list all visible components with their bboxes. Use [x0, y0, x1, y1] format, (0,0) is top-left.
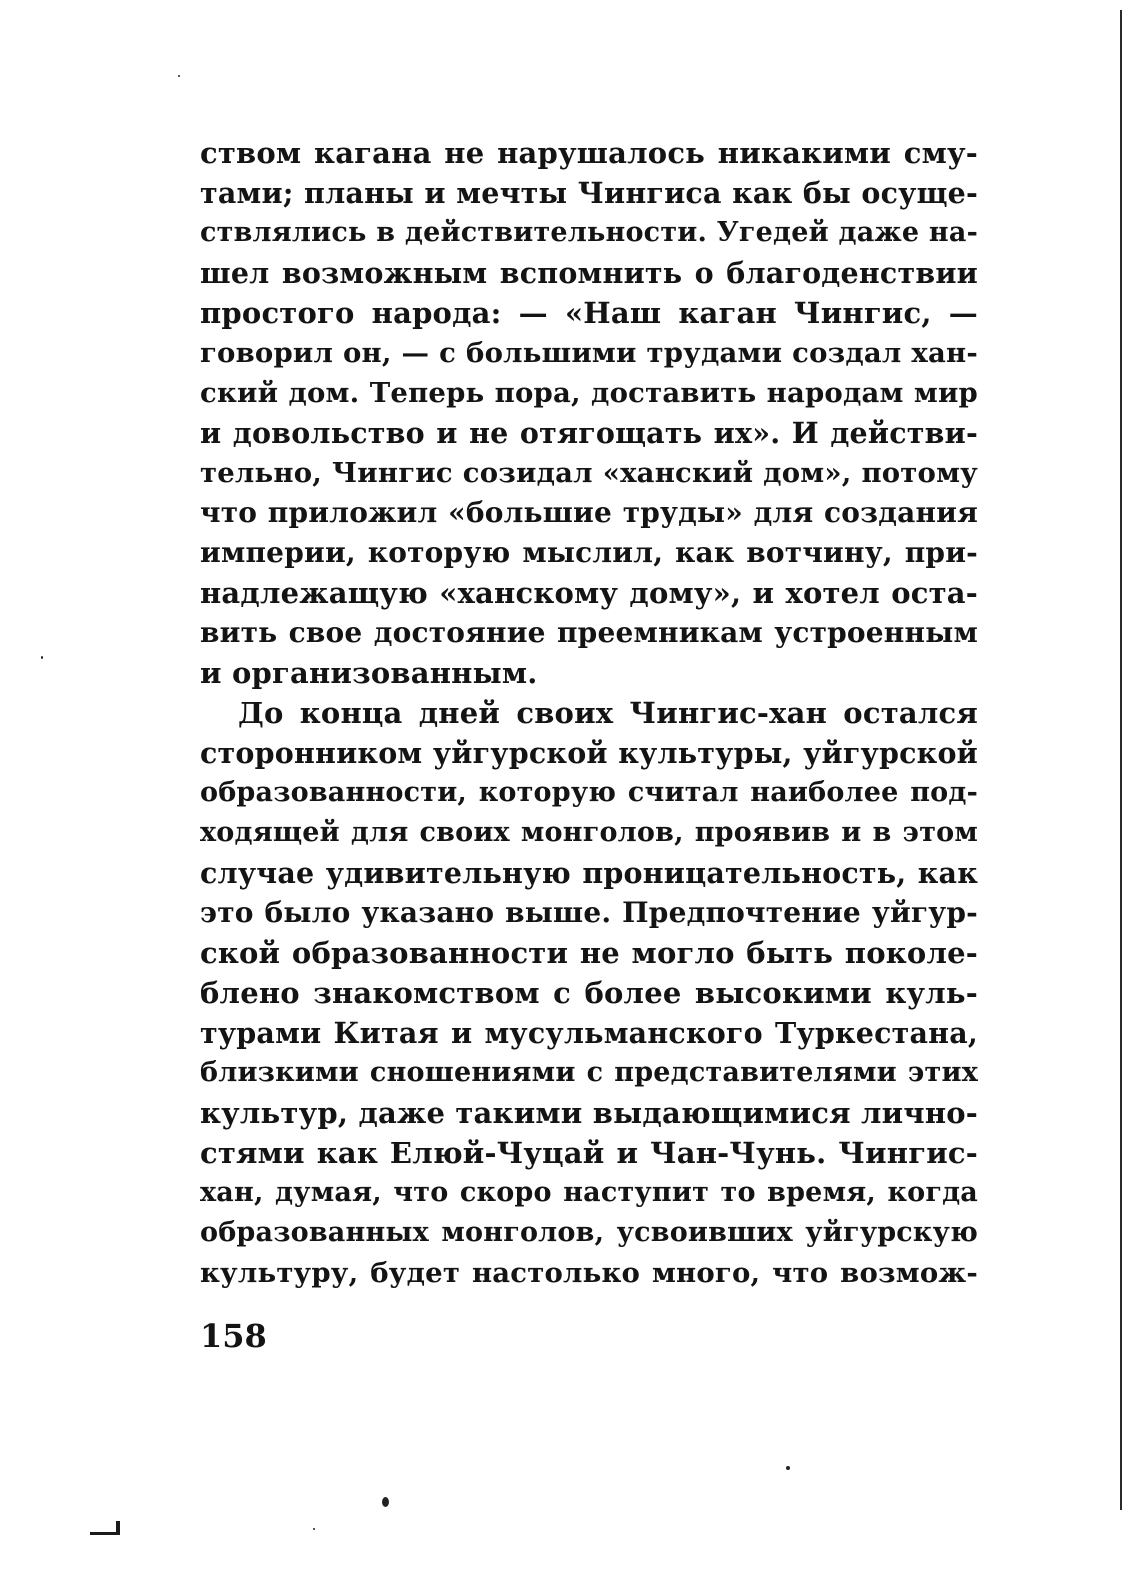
- scan-edge-mark: [90, 1532, 118, 1535]
- text-line: стями как Елюй-Чуцай и Чан-Чунь. Чингис-: [200, 1136, 978, 1170]
- text-line: ходящей для своих монголов, проявив и в этом: [200, 817, 978, 848]
- scan-edge-mark: [116, 1521, 120, 1535]
- text-line: ством кагана не нарушалось никакими сму-: [200, 136, 978, 170]
- text-line: и организованным.: [200, 656, 538, 690]
- text-line: империи, которую мыслил, как вотчину, при-: [200, 536, 978, 569]
- text-line: что приложил «большие труды» для создания: [200, 496, 978, 529]
- text-line: ствлялись в действительности. Угедей даже на-: [200, 217, 978, 248]
- scan-speck: [313, 1528, 315, 1530]
- text-line: блено знакомством с более высокими куль-: [200, 976, 978, 1010]
- text-line: образованности, которую считал наиболее под-: [200, 777, 978, 808]
- text-line: сторонником уйгурской культуры, уйгурской: [200, 736, 978, 770]
- text-line: это было указано выше. Предпочтение уйгур-: [200, 896, 978, 929]
- page-number: 158: [200, 1317, 267, 1355]
- text-line: тами; планы и мечты Чингиса как бы осуще-: [200, 176, 978, 210]
- paragraph-first-line: До конца дней своих Чингис-хан остался: [238, 696, 978, 730]
- text-line: культуру, будет настолько много, что возмож-: [200, 1257, 978, 1289]
- text-line: вить свое достояние преемникам устроенным: [200, 616, 978, 649]
- text-line: ской образованности не могло быть поколе-: [200, 936, 978, 970]
- text-line: ский дом. Теперь пора, доставить народам мир: [200, 377, 978, 409]
- text-line: шел возможным вспомнить о благоденствии: [200, 256, 978, 290]
- text-line: случае удивительную проницательность, как: [200, 856, 978, 890]
- scan-speck: [41, 656, 43, 659]
- text-line: надлежащую «ханскому дому», и хотел оста-: [200, 576, 978, 610]
- text-line: культур, даже такими выдающимися лично-: [200, 1096, 979, 1130]
- scan-speck: [178, 75, 180, 77]
- scan-edge-line: [1120, 10, 1122, 1510]
- text-line: хан, думая, что скоро наступит то время, когда: [200, 1177, 978, 1208]
- text-line: говорил он, — с большими трудами создал хан-: [200, 337, 978, 369]
- text-line: турами Китая и мусульманского Туркестана,: [200, 1016, 978, 1050]
- scan-speck: [786, 1466, 790, 1470]
- text-line: простого народа: — «Наш каган Чингис, —: [200, 296, 978, 330]
- text-line: образованных монголов, усвоивших уйгурскую: [200, 1217, 978, 1248]
- text-line: и довольство и не отягощать их». И действи-: [200, 416, 978, 450]
- scan-speck: [382, 1497, 389, 1507]
- text-line: близкими сношениями с представителями этих: [200, 1057, 978, 1088]
- text-line: тельно, Чингис созидал «ханский дом», потому: [200, 457, 978, 489]
